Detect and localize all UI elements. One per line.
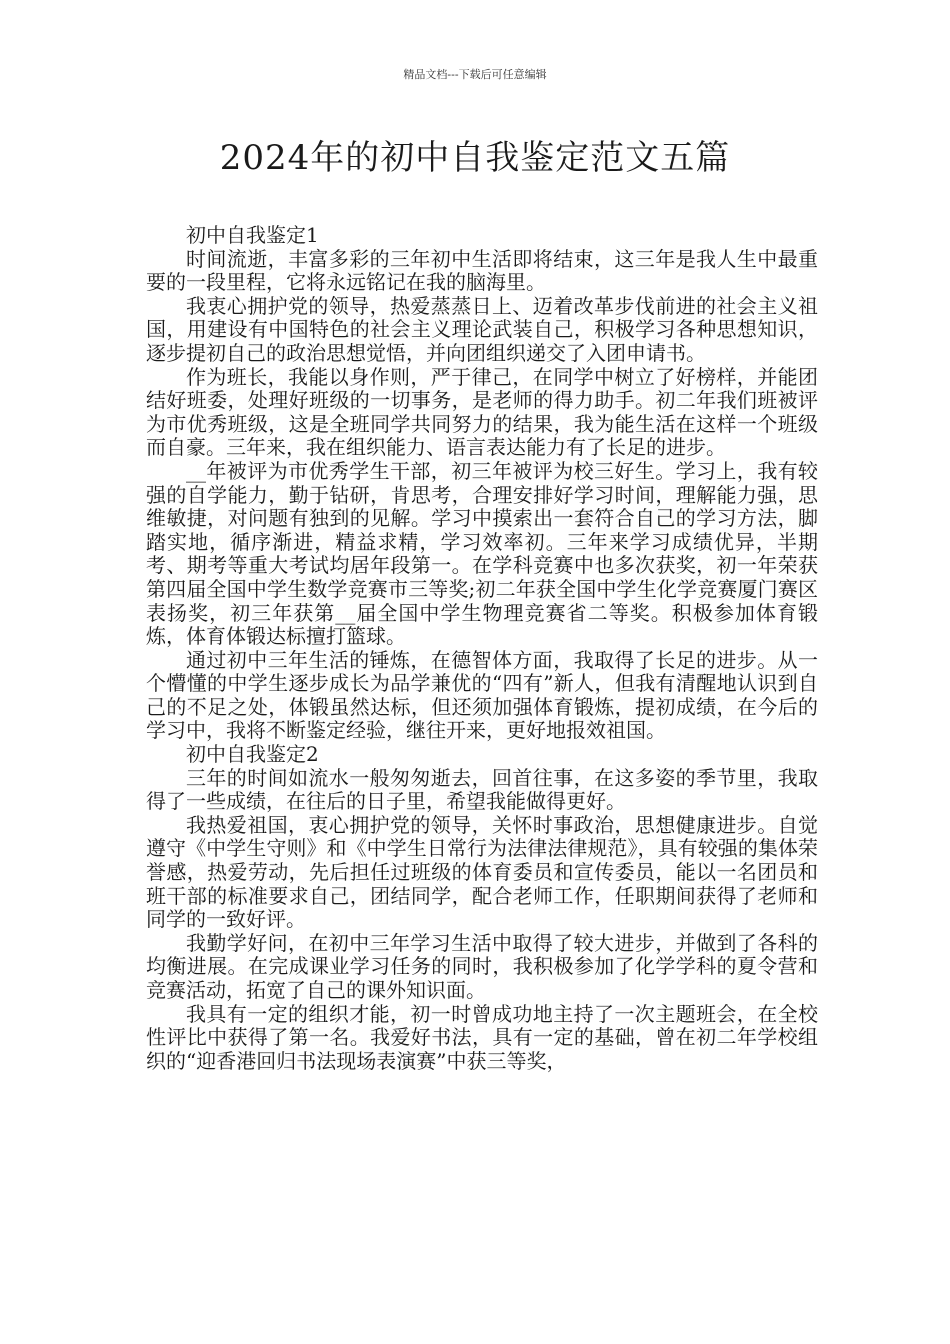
section-heading: 初中自我鉴定1 <box>186 223 319 247</box>
paragraph: 我具有一定的组织才能，初一时曾成功地主持了一次主题班会，在全校性评比中获得了第一名。我爱好书法，具有一定的基础，曾在初二年学校组织的“迎香港回归书法现场表演赛”中获三等奖， <box>146 1001 818 1073</box>
paragraph: 作为班长，我能以身作则，严于律己，在同学中树立了好榜样，并能团结好班委，处理好班级的一切事务，是老师的得力助手。初二年我们班被评为市优秀班级，这是全班同学共同努力的结果，我为能生活在这样一个班级而自豪。三年来，我在组织能力、语言表达能力有了长足的进步。 <box>146 364 818 460</box>
paragraph: 三年的时间如流水一般匆匆逝去，回首往事，在这多姿的季节里，我取得了一些成绩，在往后的日子里，希望我能做得更好。 <box>146 765 818 814</box>
paragraph: __年被评为市优秀学生干部，初三年被评为校三好生。学习上，我有较强的自学能力，勤于钻研，肯思考，合理安排好学习时间，理解能力强，思维敏捷，对问题有独到的见解。学习中摸索出一套符合自己的学习方法，脚踏实地，循序渐进，精益求精，学习效率初。三年来学习成绩优异，半期考、期考等重大考试均居年段第一。在学科竞赛中也多次获奖，初一年荣获第四届全国中学生数学竞赛市三等奖;初二年获全国中学生化学竞赛厦门赛区表扬奖，初三年获第__届全国中学生物理竞赛省二等奖。积极参加体育锻炼，体育体锻达标擅打篮球。 <box>146 458 818 649</box>
paragraph: 我衷心拥护党的领导，热爱蒸蒸日上、迈着改革步伐前进的社会主义祖国，用建设有中国特色的社会主义理论武装自己，积极学习各种思想知识，逐步提初自己的政治思想觉悟，并向团组织递交了入团申请书。 <box>146 293 818 365</box>
header-note: 精品文档---下载后可任意编辑 <box>403 68 547 81</box>
document-body <box>146 224 818 1073</box>
section-heading: 初中自我鉴定2 <box>186 742 319 767</box>
paragraph: 时间流逝，丰富多彩的三年初中生活即将结束，这三年是我人生中最重要的一段里程，它将永远铭记在我的脑海里。 <box>146 246 818 295</box>
paragraph: 通过初中三年生活的锤炼，在德智体方面，我取得了长足的进步。从一个懵懂的中学生逐步成长为品学兼优的“四有”新人，但我有清醒地认识到自己的不足之处，体锻虽然达标，但还须加强体育锻炼，提初成绩，在今后的学习中，我将不断鉴定经验，继往开来，更好地报效祖国。 <box>146 647 818 743</box>
paragraph: 我勤学好问，在初中三年学习生活中取得了较大进步，并做到了各科的均衡进展。在完成课业学习任务的同时，我积极参加了化学学科的夏令营和竞赛活动，拓宽了自己的课外知识面。 <box>146 930 818 1002</box>
document-title: 2024年的初中自我鉴定范文五篇 <box>219 138 731 178</box>
paragraph: 我热爱祖国，衷心拥护党的领导，关怀时事政治，思想健康进步。自觉遵守《中学生守则》和《中学生日常行为法律法律规范》，具有较强的集体荣誉感，热爱劳动，先后担任过班级的体育委员和宣传委员，能以一名团员和班干部的标准要求自己，团结同学，配合老师工作，任职期间获得了老师和同学的一致好评。 <box>146 812 818 932</box>
